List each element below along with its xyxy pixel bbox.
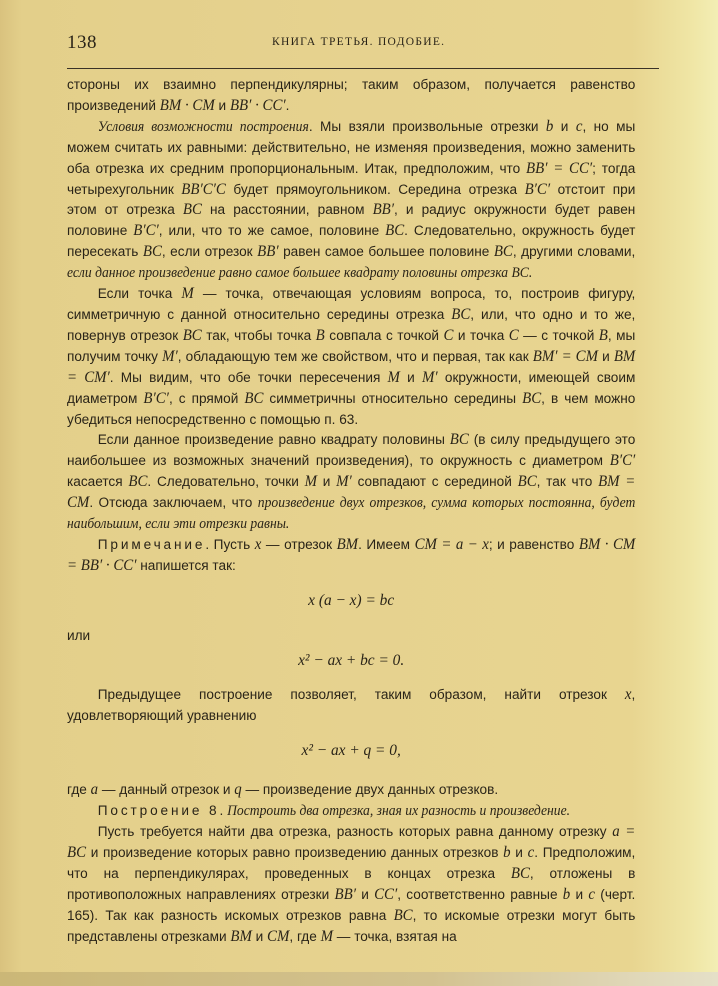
text: и: [553, 118, 576, 135]
math: M: [320, 927, 334, 945]
math: x: [254, 535, 262, 553]
text: на расстоянии, равном: [201, 202, 373, 219]
running-title: КНИГА ТРЕТЬЯ. ПОДОБИЕ.: [272, 36, 446, 48]
text: , так что: [536, 474, 599, 491]
math: BC: [142, 243, 162, 261]
math: CC′: [374, 885, 398, 903]
math: B′C′: [609, 452, 636, 470]
section-title: Условия возможности построения: [97, 118, 309, 135]
text: будет прямоугольником. Середина отрезка: [225, 181, 525, 198]
text: — отрезок: [261, 536, 337, 553]
math: c: [575, 117, 583, 135]
text: окружности, имеющей своим диаметром: [67, 369, 636, 407]
text: , с прямой: [168, 390, 245, 407]
math: BC: [393, 906, 413, 924]
math: BM′ = CM: [532, 347, 598, 365]
paragraph-construction-8: [67, 801, 635, 822]
text: и точка: [453, 327, 509, 344]
text: совпадают с серединой: [351, 474, 518, 491]
math: x: [624, 686, 632, 704]
paragraph-7: [67, 780, 635, 801]
math: b: [562, 885, 571, 903]
text: так, чтобы точка: [201, 327, 316, 344]
text: . Пусть: [205, 536, 255, 553]
text: и произведение которых равно произведению данных отрезков: [86, 844, 504, 861]
text: , соответственно равные: [397, 886, 563, 903]
formula-1: x (a − x) = bc: [308, 591, 395, 609]
math: B: [598, 326, 608, 344]
math: M′: [336, 473, 352, 491]
page-bottom-edge: [0, 972, 718, 986]
paragraph-4: [67, 430, 635, 535]
italic-statement: Построить два отрезка, зная их разность и произведение.: [227, 803, 571, 820]
text: и: [399, 369, 423, 386]
paragraph-6: [67, 685, 635, 727]
math: B′C′: [143, 389, 169, 407]
math: BC: [451, 305, 471, 323]
math: BC: [517, 473, 537, 491]
text: (в силу предыдущего это наибольшее из возможных значений произведения), то окружность с диаметром: [67, 432, 636, 470]
text: и: [510, 844, 528, 861]
or-word: или: [67, 627, 91, 644]
math: C: [508, 326, 519, 344]
text: и: [316, 474, 337, 491]
text: ; и равенство: [488, 536, 579, 553]
text: . Мы взяли произвольные отрезки: [308, 118, 546, 135]
text: , где: [289, 928, 321, 945]
text: , но мы можем считать их равными: действительно, не изменяя произведения, можно заменить оба отрезка их средним пропорциональным. Итак, предположим, что: [67, 118, 636, 177]
math: BB′: [334, 885, 356, 903]
text: . Предположим, что на перпендикулярах, проведенных в концах отрезка: [67, 844, 636, 882]
text: , обладающую тем же свойством, что и первая, так как: [177, 348, 533, 365]
math: BC: [510, 864, 530, 882]
text: Если данное произведение равно квадрату половины: [97, 432, 450, 449]
note-label: Примечание: [97, 536, 206, 553]
math: BM = CM′: [67, 347, 636, 386]
math: q: [234, 781, 242, 799]
math: BB′ · CC′: [229, 96, 286, 114]
math: a: [90, 781, 99, 799]
text: и: [355, 886, 375, 903]
text: и: [214, 97, 230, 114]
text: — точка, взятая на: [333, 928, 457, 945]
text: Пусть требуется найти два отрезка, разность которых равна данному отрезку: [97, 824, 613, 840]
text: — с точкой: [518, 327, 599, 344]
paragraph-9: [67, 822, 635, 947]
text: — произведение двух данных отрезков.: [241, 782, 499, 799]
math: BB′C′C: [181, 180, 226, 198]
running-head: [67, 32, 665, 54]
text: , или, что одно и то же, повернув отрезок: [67, 306, 636, 344]
text: Если точка: [97, 286, 182, 303]
math: B: [315, 326, 325, 344]
math: BC: [493, 243, 513, 261]
math: BM: [336, 535, 359, 553]
text: , если отрезок: [161, 244, 258, 261]
paragraph-1: [67, 75, 635, 117]
math: M: [181, 285, 194, 303]
math: b: [503, 843, 511, 861]
text: , удовлетворяющий уравнению: [67, 687, 636, 725]
text: касается: [67, 474, 129, 491]
math: BB′: [257, 243, 279, 261]
italic-statement: если данное произведение равно самое большее квадрату половины отрезка BC.: [67, 265, 533, 282]
math: c: [588, 885, 596, 903]
math: BC: [385, 222, 405, 240]
page-number: 138: [67, 32, 97, 53]
header-rule: [67, 68, 659, 69]
math: BM: [230, 927, 252, 945]
math: BM = CM: [67, 473, 636, 512]
paragraph-note: [67, 535, 635, 577]
formula-3: x² − ax + q = 0,: [301, 742, 401, 760]
text: ; тогда четырехугольник: [67, 160, 636, 198]
text: — данный отрезок и: [98, 782, 235, 799]
text: , в чем можно убедиться непосредственно с помощью п. 63.: [67, 390, 636, 428]
text: (черт. 165). Так как разность искомых отрезков равна: [67, 886, 636, 924]
math: CM: [267, 927, 290, 945]
italic-statement: произведение двух отрезков, сумма которых постоянна, будет наибольшим, если эти отрезки равны.: [67, 495, 636, 533]
text: , и радиус окружности будет равен половине: [67, 202, 636, 240]
text: — точка, отвечающая условиям вопроса, то, построив фигуру, симметричную с данной относительно середины отрезка: [67, 286, 636, 323]
construction-label: Построение 8: [97, 803, 220, 820]
math: BC: [128, 473, 148, 491]
text: . Имеем: [358, 536, 415, 553]
text: . Следовательно, окружность будет пересекать: [67, 223, 636, 261]
math: M′: [162, 347, 178, 365]
math: BM · CM: [159, 96, 215, 114]
text: , мы получим точку: [67, 327, 636, 365]
math: b: [545, 117, 554, 135]
text: , или, что то же самое, половине: [158, 223, 386, 240]
text: . Отсюда заключаем, что: [89, 495, 258, 512]
text: , другими словами,: [512, 244, 636, 261]
text: , то искомые отрезки могут быть представлены отрезками: [67, 907, 636, 945]
math: CM = a − x: [414, 535, 489, 553]
math: BB′: [372, 201, 395, 219]
math: BC: [182, 326, 202, 344]
text: отстоит при этом от отрезка: [67, 181, 636, 219]
math: BC: [522, 389, 542, 407]
text: и: [570, 886, 589, 903]
math: a = BC: [67, 823, 636, 861]
text: где: [67, 782, 91, 799]
math: BB′ = CC′: [526, 159, 593, 177]
math: M′: [422, 368, 438, 386]
math: BC: [244, 389, 264, 407]
paragraph-3: [67, 284, 635, 430]
math: BC: [182, 201, 202, 219]
math: B′C′: [524, 180, 551, 198]
text: .: [219, 803, 228, 820]
math: M: [387, 368, 400, 386]
math: C: [443, 326, 454, 344]
text: . Мы видим, что обе точки пересечения: [109, 369, 388, 386]
text: . Следовательно, точки: [147, 474, 305, 491]
math: M: [304, 473, 317, 491]
text: и: [598, 348, 614, 365]
text: стороны их взаимно перпендикулярны; таким образом, получается равенство произведений: [67, 77, 636, 114]
math: c: [527, 843, 535, 861]
math: BC: [449, 431, 469, 449]
paragraph-2: [67, 117, 635, 284]
formula-2: x² − ax + bc = 0.: [298, 651, 405, 669]
text: .: [285, 97, 290, 114]
math: B′C′: [133, 222, 159, 240]
body-text: [67, 75, 635, 947]
text: Предыдущее построение позволяет, таким образом, найти отрезок: [97, 687, 625, 704]
text: и: [251, 928, 268, 945]
text: напишется так:: [136, 557, 236, 574]
text: симметричны относительно середины: [263, 390, 523, 407]
math: BM · CM = BB′ · CC′: [67, 535, 636, 574]
text: равен самое большее половине: [278, 244, 494, 261]
text: совпала с точкой: [324, 327, 444, 344]
text: , отложены в противоположных направлениях отрезки: [67, 865, 636, 903]
